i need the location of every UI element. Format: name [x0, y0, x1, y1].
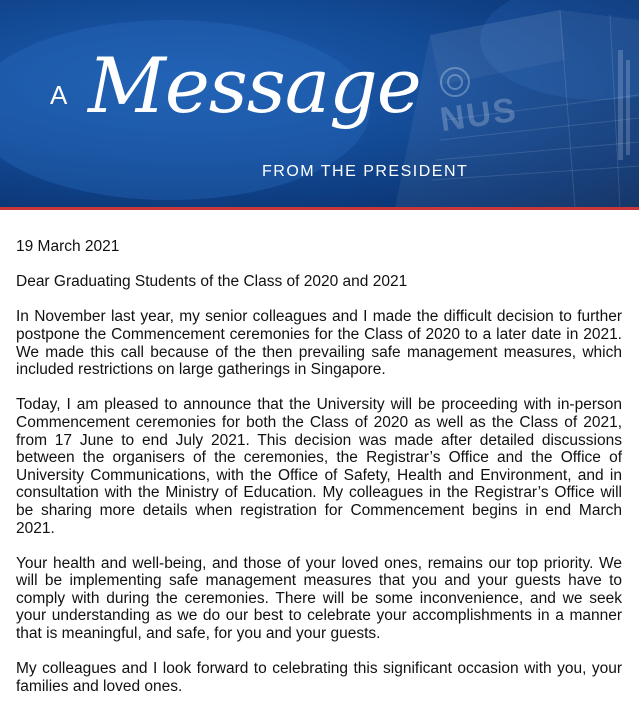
letter-body	[16, 238, 622, 695]
banner-divider	[0, 207, 639, 210]
letter-paragraph: Today, I am pleased to announce that the University will be proceeding with in-person Commencement ceremonies for both the Class of 2020 as well as the Class of 2021, from 17 June to end July 2021. This decision was made after detailed discussions between the organisers of the ceremonies, the Registrar’s Office and the Office of University Communications, with the Office of Safety, Health and Environment, and in consultation with the Ministry of Education. My colleagues in the Registrar’s Office will be sharing more details when registration for Commencement begins in end March 2021.	[16, 396, 622, 537]
letter-date: 19 March 2021	[16, 238, 120, 255]
letter-paragraph: My colleagues and I look forward to celebrating this significant occasion with you, your families and loved ones.	[16, 660, 622, 695]
banner-word-a: A	[50, 80, 69, 110]
banner-title-script: Message	[88, 41, 421, 130]
banner-subtitle: FROM THE PRESIDENT	[262, 163, 469, 180]
letter-paragraph: Your health and well-being, and those of your loved ones, remains our top priority. We will be implementing safe management measures that you and your guests have to comply with during the ceremonies. There will be some inconvenience, and we seek your understanding as we do our best to celebrate your accomplishments in a manner that is meaningful, and safe, for you and your guests.	[16, 554, 622, 643]
building-logo-text: NUS	[437, 90, 520, 140]
header-banner	[0, 0, 639, 208]
letter-salutation: Dear Graduating Students of the Class of 2020 and 2021	[16, 273, 408, 291]
letter-paragraph: In November last year, my senior colleagues and I made the difficult decision to further postpone the Commencement ceremonies for the Class of 2020 to a later date in 2021. We made this call because of the then prevailing safe management measures, which included restrictions on large gatherings in Singapore.	[16, 308, 622, 379]
